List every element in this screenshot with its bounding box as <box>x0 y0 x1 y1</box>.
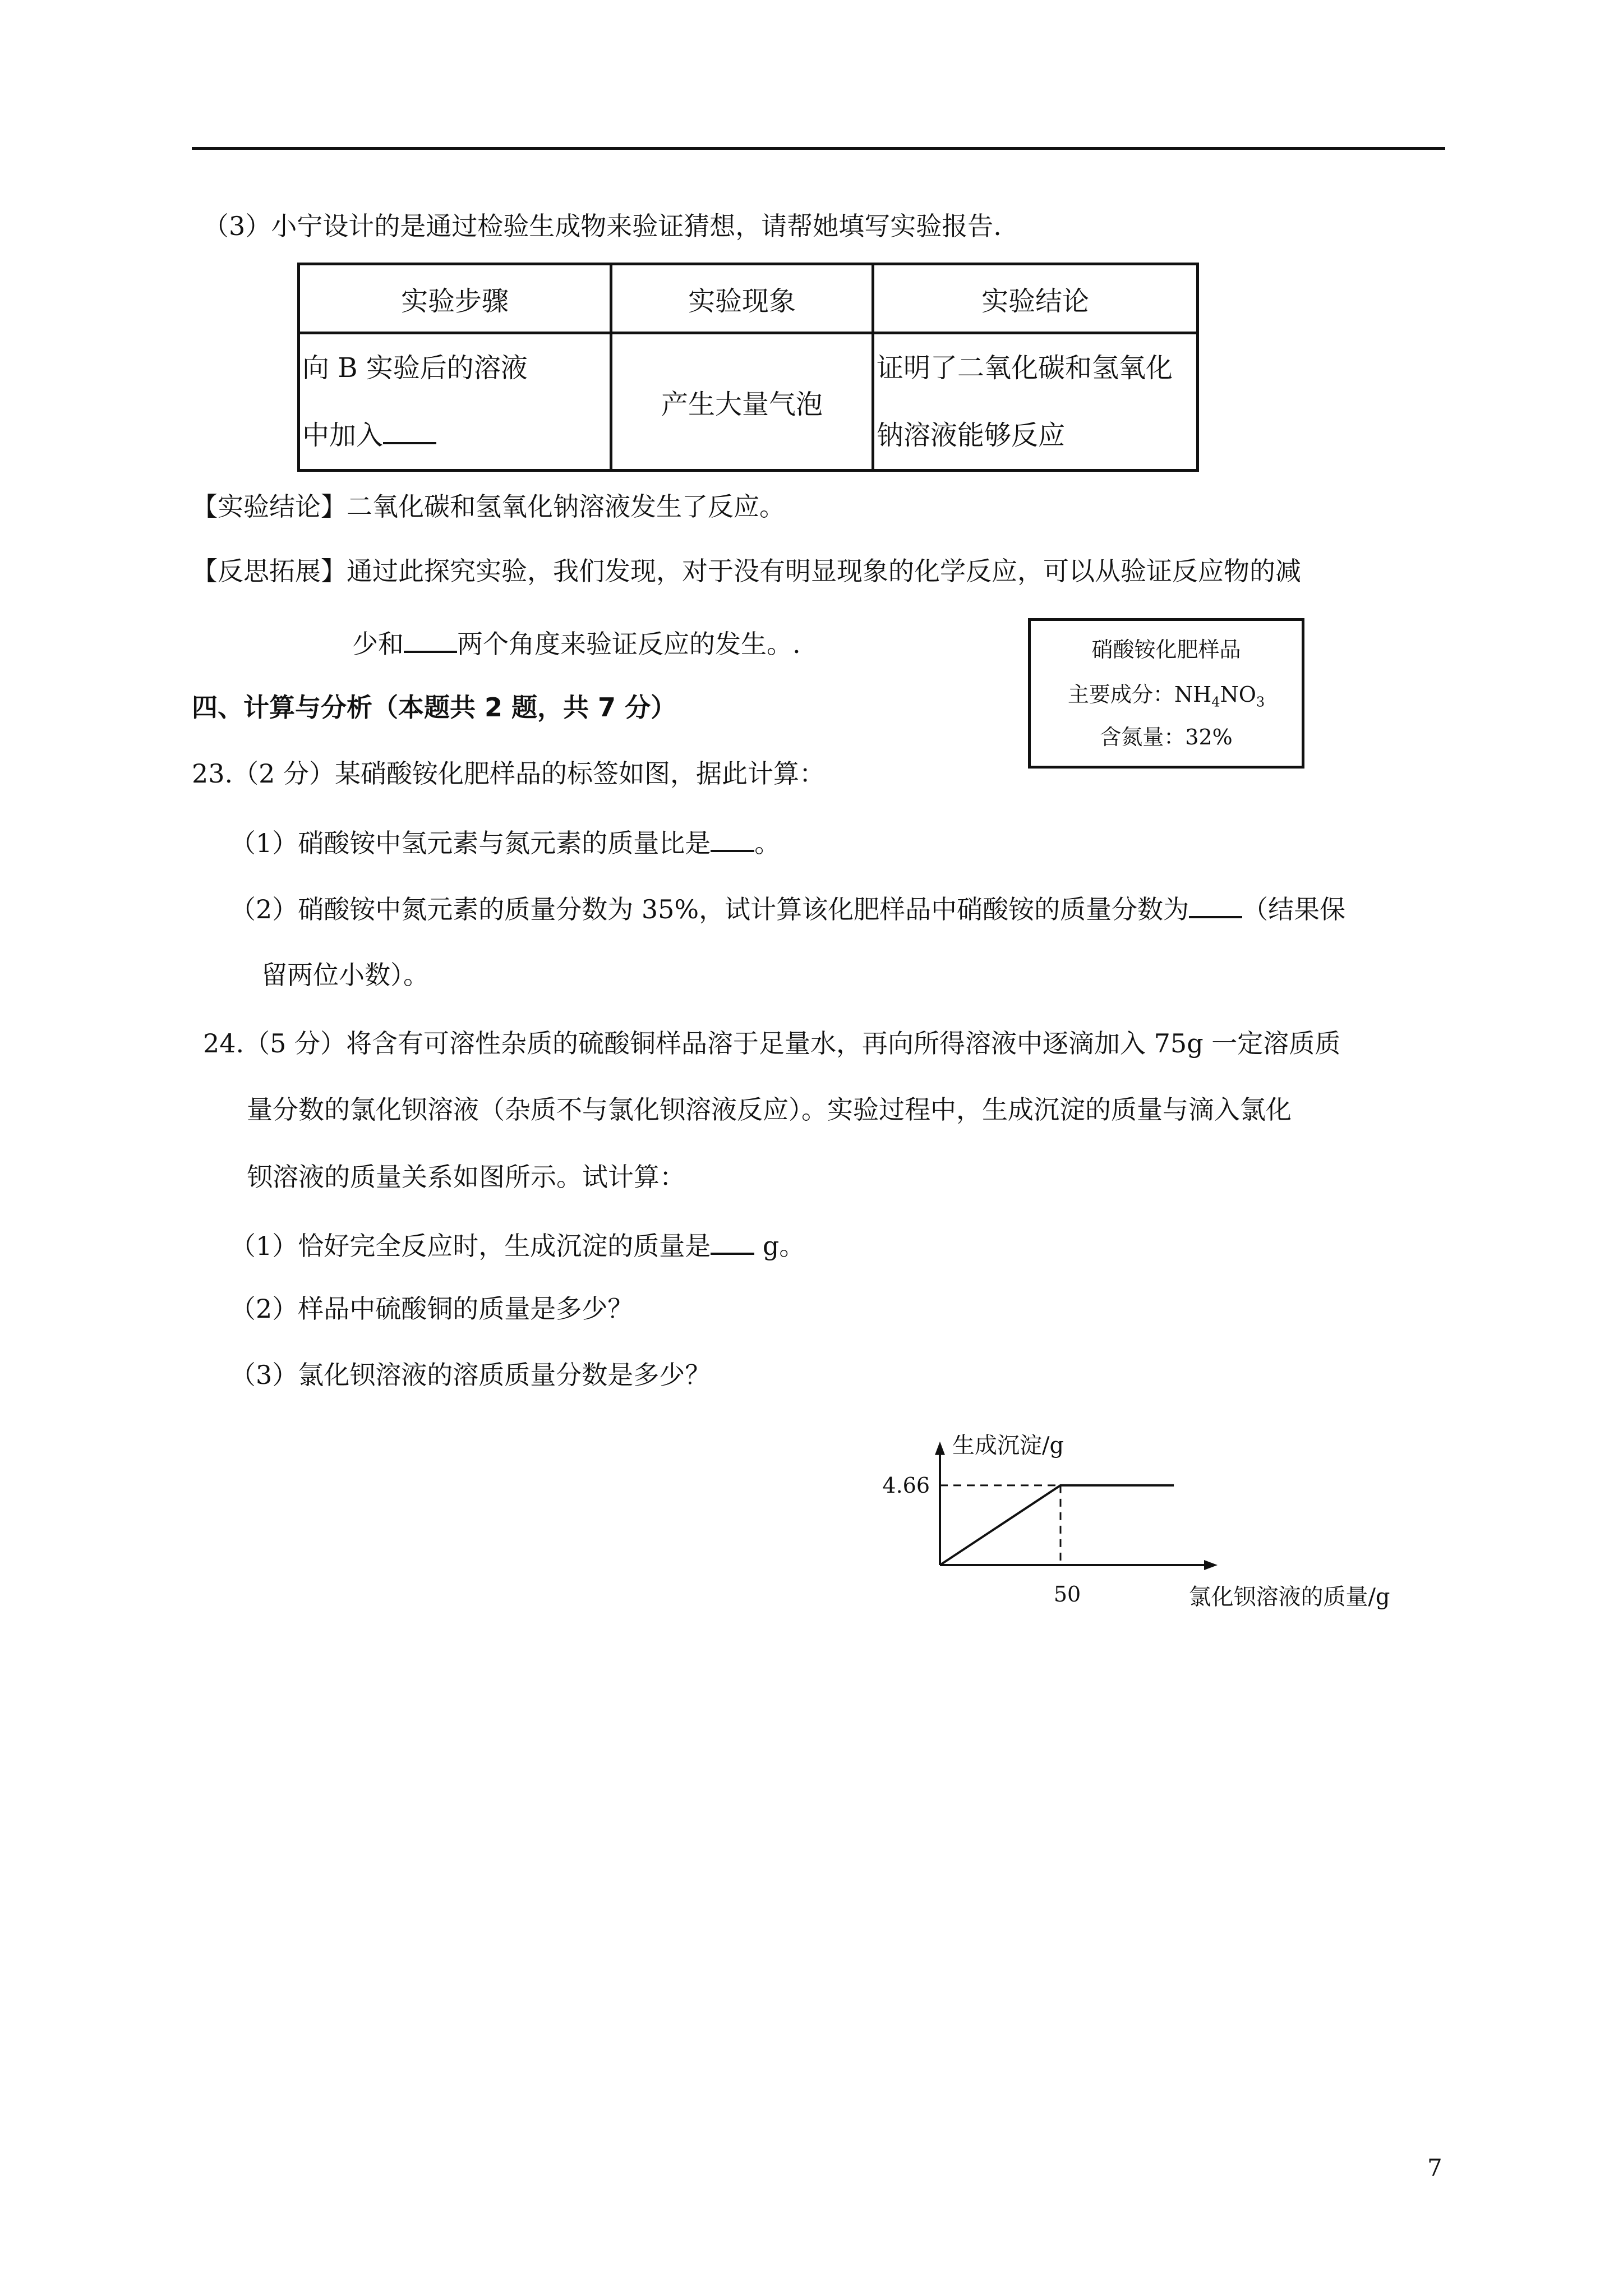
x-axis-arrow <box>1204 1560 1218 1570</box>
answer-blank-q24-1[interactable] <box>711 1230 754 1255</box>
step-line-2 <box>302 402 610 469</box>
q23-part-1-end: 。 <box>754 828 781 858</box>
q23-stem: 23.（2 分）某硝酸铵化肥样品的标签如图，据此计算： <box>192 758 826 789</box>
q24-part-1-text: （1）恰好完全反应时，生成沉淀的质量是 <box>230 1231 711 1261</box>
section-4-title: 四、计算与分析（本题共 2 题，共 7 分） <box>192 692 677 723</box>
phenomenon-cell: 产生大量气泡 <box>611 333 873 471</box>
step-line-2-text: 中加入 <box>302 420 384 451</box>
conclusion-line-1: 证明了二氧化碳和氢氧化 <box>877 352 1173 384</box>
q24-stem-2: 量分数的氯化钡溶液（杂质不与氯化钡溶液反应）。实验过程中，生成沉淀的质量与滴入氯化 <box>247 1094 1292 1125</box>
y-axis-label: 生成沉淀/g <box>952 1432 1064 1458</box>
y-tick-label: 4.66 <box>882 1473 930 1498</box>
reflection-line-1: 【反思拓展】通过此探究实验，我们发现，对于没有明显现象的化学反应，可以从验证反应物的减 <box>192 556 1301 586</box>
answer-blank-reflection[interactable] <box>404 628 457 653</box>
fertilizer-label-box <box>1028 618 1304 769</box>
q24-part-1-end: g。 <box>754 1231 805 1261</box>
x-tick-label: 50 <box>1053 1582 1081 1607</box>
q23-part-2-end: （结果保 <box>1242 894 1346 924</box>
page-number: 7 <box>1427 2154 1442 2182</box>
reflection-line-2-start: 少和 <box>352 629 404 659</box>
q24-part-2: （2）样品中硫酸铜的质量是多少？ <box>230 1294 634 1324</box>
reflection-line-2-end: 两个角度来验证反应的发生。. <box>457 629 801 659</box>
answer-blank-q23-1[interactable] <box>711 827 754 852</box>
label-title: 硝酸铵化肥样品 <box>1091 637 1241 662</box>
q23-part-1 <box>230 827 780 856</box>
q23-part-2-cont: 留两位小数）。 <box>261 960 429 990</box>
header-rule <box>192 147 1445 150</box>
label-formula-nh: NH <box>1174 682 1212 707</box>
header-conclusion: 实验结论 <box>873 264 1198 333</box>
answer-blank-q23-2[interactable] <box>1189 894 1242 918</box>
q22-3-intro: （3）小宁设计的是通过检验生成物来验证猜想，请帮她填写实验报告. <box>203 211 1002 241</box>
experiment-conclusion: 【实验结论】二氧化碳和氢氧化钠溶液发生了反应。 <box>192 491 785 522</box>
reflection-line-2 <box>352 628 801 657</box>
q24-part-1 <box>230 1230 805 1259</box>
step-line-1: 向 B 实验后的溶液 <box>302 352 528 384</box>
precipitate-chart <box>864 1341 1390 1621</box>
conclusion-cell <box>873 333 1198 471</box>
header-step: 实验步骤 <box>299 264 611 333</box>
x-axis-label: 氯化钡溶液的质量/g <box>1188 1584 1390 1610</box>
conclusion-line-2: 钠溶液能够反应 <box>877 420 1066 451</box>
header-phenomenon: 实验现象 <box>611 264 873 333</box>
q24-stem-3: 钡溶液的质量关系如图所示。试计算： <box>247 1162 685 1192</box>
label-nitrogen-content: 含氮量：32% <box>1100 725 1233 749</box>
table-header-row <box>299 264 1198 333</box>
q24-stem-1: 24.（5 分）将含有可溶性杂质的硫酸铜样品溶于足量水，再向所得溶液中逐滴加入 75g 一定溶质质 <box>203 1028 1341 1059</box>
label-main-component <box>1031 684 1302 709</box>
label-formula-sub3: 3 <box>1256 694 1265 710</box>
answer-blank-reagent[interactable] <box>383 420 436 444</box>
label-formula-no: NO <box>1220 682 1256 707</box>
table-row <box>299 333 1198 471</box>
label-component-prefix: 主要成分： <box>1067 682 1174 707</box>
q23-part-2-text: （2）硝酸铵中氮元素的质量分数为 35%，试计算该化肥样品中硝酸铵的质量分数为 <box>230 894 1189 924</box>
series-line <box>940 1485 1174 1565</box>
y-axis-arrow <box>935 1442 945 1455</box>
step-cell <box>299 333 611 471</box>
q24-part-3: （3）氯化钡溶液的溶质质量分数是多少？ <box>230 1360 711 1390</box>
q23-part-1-text: （1）硝酸铵中氢元素与氮元素的质量比是 <box>230 828 711 858</box>
q23-part-2 <box>230 894 1345 922</box>
experiment-report-table <box>297 263 1199 472</box>
label-formula-sub4: 4 <box>1211 694 1220 710</box>
